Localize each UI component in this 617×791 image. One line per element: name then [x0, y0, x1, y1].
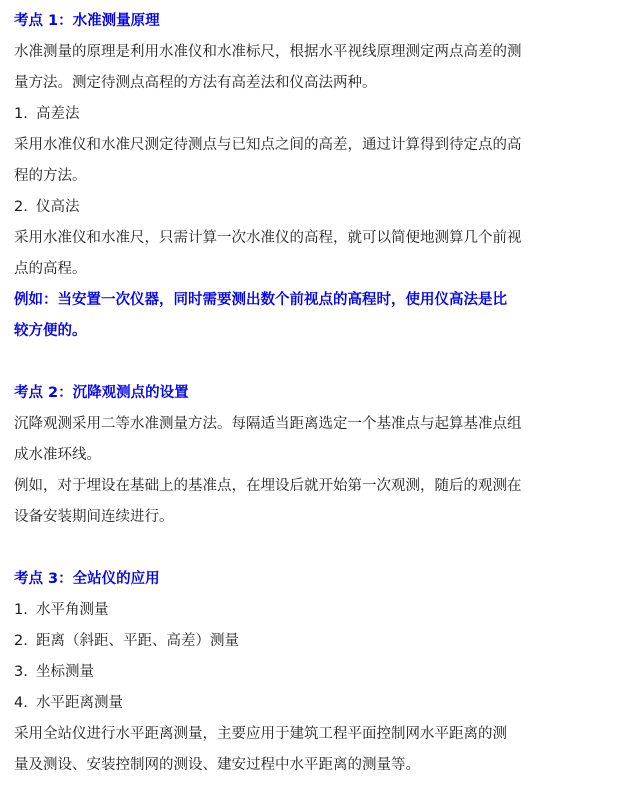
section-1-item-1-desc-line-1: 采用水准仪和水准尺测定待测点与已知点之间的高差，通过计算得到待定点的高: [14, 137, 522, 153]
section-2-para-2-line-1: 例如，对于埋设在基础上的基准点，在埋设后就开始第一次观测，随后的观测在: [14, 478, 522, 494]
section-3-item-1: [14, 595, 603, 626]
section-2-para-1-line-1: 沉降观测采用二等水准测量方法。每隔适当距离选定一个基准点与起算基准点组: [14, 416, 522, 432]
list-number: 2.: [14, 199, 28, 215]
section-1-item-1: [14, 99, 603, 130]
section-2-heading: 考点 2：沉降观测点的设置: [14, 385, 189, 401]
list-item-label: 距离（斜距、平距、高差）测量: [36, 633, 239, 649]
list-item-label: 水平距离测量: [36, 695, 123, 711]
section-1-heading: 考点 1：水准测量原理: [14, 13, 160, 29]
list-item-label: 高差法: [36, 106, 80, 122]
section-2-para-1-line-2: 成水准环线。: [14, 447, 101, 463]
list-item-label: 仪高法: [36, 199, 80, 215]
list-number: 4.: [14, 695, 28, 711]
section-1-intro-line-1: 水准测量的原理是利用水准仪和水准标尺，根据水平视线原理测定两点高差的测: [14, 44, 522, 60]
list-number: 2.: [14, 633, 28, 649]
section-1-item-2: [14, 192, 603, 223]
section-3-item-2: [14, 626, 603, 657]
section-3-item-4: [14, 688, 603, 719]
section-1-example-line-2: 较方便的。: [14, 323, 87, 339]
section-1-example-line-1: 例如：当安置一次仪器，同时需要测出数个前视点的高程时，使用仪高法是比: [14, 292, 507, 308]
section-3-para-line-1: 采用全站仪进行水平距离测量，主要应用于建筑工程平面控制网水平距离的测: [14, 726, 507, 742]
section-2-para-2-line-2: 设备安装期间连续进行。: [14, 509, 174, 525]
section-3-item-3: [14, 657, 603, 688]
section-1-intro-line-2: 量方法。测定待测点高程的方法有高差法和仪高法两种。: [14, 75, 377, 91]
section-spacer: [14, 533, 603, 564]
section-1-item-2-desc-line-2: 点的高程。: [14, 261, 87, 277]
section-3-para-line-2: 量及测设、安装控制网的测设、建安过程中水平距离的测量等。: [14, 757, 420, 773]
list-item-label: 坐标测量: [36, 664, 94, 680]
list-item-label: 水平角测量: [36, 602, 109, 618]
section-1-item-1-desc-line-2: 程的方法。: [14, 168, 87, 184]
list-number: 1.: [14, 106, 28, 122]
list-number: 1.: [14, 602, 28, 618]
list-number: 3.: [14, 664, 28, 680]
section-spacer: [14, 347, 603, 378]
section-1-item-2-desc-line-1: 采用水准仪和水准尺，只需计算一次水准仪的高程，就可以简便地测算几个前视: [14, 230, 522, 246]
section-3-heading: 考点 3：全站仪的应用: [14, 571, 160, 587]
